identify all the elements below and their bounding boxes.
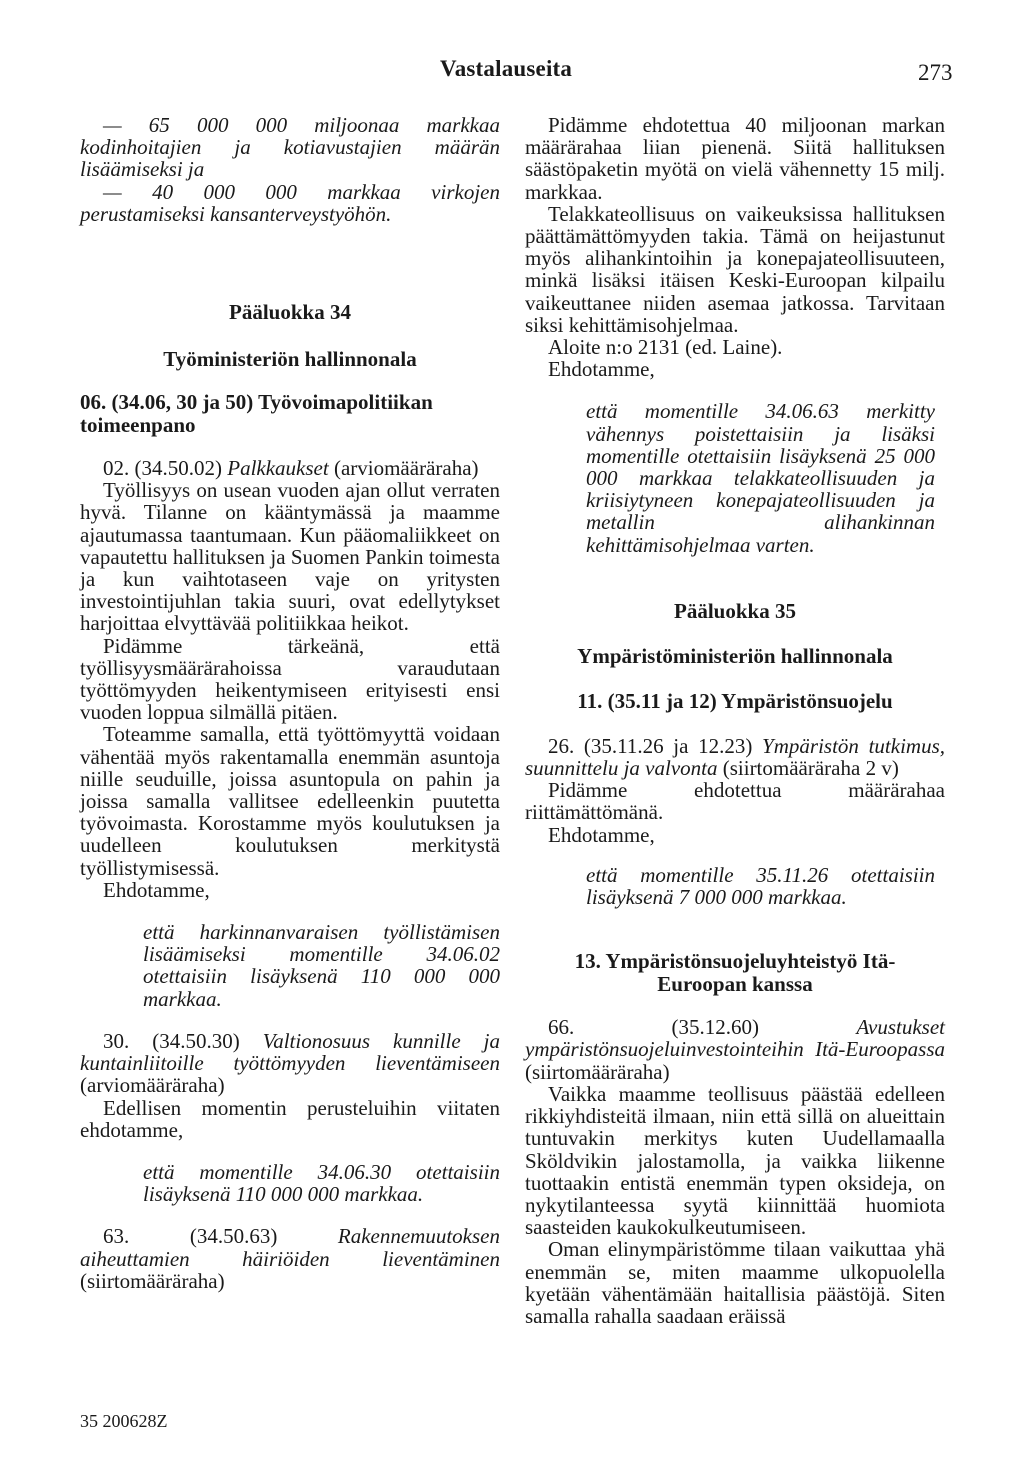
item-63-kind: (siirtomääräraha): [80, 1268, 225, 1293]
printing-code: 35 200628Z: [80, 1411, 168, 1431]
paragraph: Ehdotamme,: [103, 877, 210, 902]
item-30-title: Valtionosuus kunnille ja kuntainliitoille työttömyyden lieventämiseen: [80, 1028, 500, 1076]
paragraph: Ehdotamme,: [548, 822, 655, 847]
item-30: [80, 1030, 500, 1097]
item-02-number: 02. (34.50.02): [103, 456, 222, 481]
section-title: 11. (35.11 ja 12) Ympäristönsuojelu: [577, 688, 893, 713]
ministry-title: Työministeriön hallinnonala: [163, 347, 417, 372]
paragraph: Toteamme samalla, että työttömyyttä voidaan vähentää myös rakentamalla enemmän asuntoja niille seuduille, joissa asuntopula on pahin ja joissa samalla vallitsee edelleenkin puutetta työvoimasta. Korostamme myös koulutuksen ja uudelleen koulutuksen merkitystä työllistymisessä.: [80, 722, 500, 880]
proposal-quote: että momentille 34.06.63 merkitty vähennys poistettaisiin ja lisäksi momentille otettaisiin lisäyksenä 25 000 000 markkaa telakkateollisuuden ja kriisiytyneen konepajateollisuuden ja metallin alihankinnan kehittämisohjelmaa varten.: [586, 399, 935, 557]
main-class-title: Pääluokka 34: [229, 300, 351, 325]
item-02-kind: (arviomääräraha): [333, 456, 479, 481]
paragraph: Pidämme ehdotettua 40 miljoonan markan määrärahaa liian pienenä. Siitä hallituksen säästöpaketin myötä on vielä vähennetty 15 milj. markkaa.: [525, 113, 945, 204]
running-title: Vastalauseita: [440, 56, 573, 81]
item-30-kind: (arviomääräraha): [80, 1073, 225, 1098]
paragraph: Vaikka maamme teollisuus päästää edelleen rikkiyhdisteitä ilmaan, niin että sillä on alueittain tuntuvakin merkitys kuten Uudellamaalla Sköldvikin jalostamolla, ja vaikka liikenne tuottaakin entistä enemmän typen oksideja, on nykytilanteessa syytä kiinnittää huomiota saasteiden kaukokulkeutumiseen.: [525, 1081, 945, 1240]
page-header: [0, 56, 1024, 90]
section-title-text: 06. (34.06, 30 ja 50) Työvoimapolitiikan toimeenpano: [80, 390, 433, 438]
item-02: [80, 457, 500, 479]
main-class-title: Pääluokka 35: [674, 598, 796, 623]
item-63: [80, 1225, 500, 1292]
item-63-title: Rakennemuutoksen aiheuttamien häiriöiden lieventäminen: [80, 1224, 500, 1271]
page-number: 273: [918, 60, 953, 85]
item-66: [525, 1016, 945, 1083]
section-title: [80, 391, 500, 437]
proposal-quote: että momentille 34.06.30 otettaisiin lisäyksenä 110 000 000 markkaa.: [143, 1159, 500, 1207]
paragraph: Työllisyys on usean vuoden ajan ollut verraten hyvä. Tilanne on kääntymässä ja maamme ajautumassa taantumaan. Kun pääomaliikkeet on vapautettu hallituksen ja Suomen Pankin toimesta ja kun vaihtotaseen vaje on yritysten investointijuhlan takia suuri, ovat edellytykset harjoittaa elvyttävää politiikkaa heikot.: [80, 478, 500, 636]
paragraph: Pidämme ehdotettua määrärahaa riittämättömänä.: [525, 778, 945, 825]
intro-item-1: — 65 000 000 miljoonaa markkaa kodinhoitajien ja kotiavustajien määrän lisäämiseksi ja: [80, 113, 500, 182]
item-26-kind: (siirtomääräraha 2 v): [722, 756, 899, 781]
item-66-kind: (siirtomääräraha): [525, 1059, 670, 1084]
paragraph: Aloite n:o 2131 (ed. Laine).: [548, 335, 783, 360]
item-66-number: 66. (35.12.60): [548, 1015, 760, 1040]
item-66-title: Avustukset ympäristönsuojeluinvestointeihin Itä-Euroopassa: [525, 1015, 945, 1062]
proposal-quote: että momentille 35.11.26 otettaisiin lisäyksenä 7 000 000 markkaa.: [586, 862, 935, 910]
ministry-title: Ympäristöministeriön hallinnonala: [577, 643, 893, 668]
section-title: 13. Ympäristönsuojeluyhteistyö Itä-Euroopan kanssa: [574, 949, 896, 997]
paragraph: Oman elinympäristömme tilaan vaikuttaa yhä enemmän se, miten maamme ulkopuolella kyetään vähentämään haitallisia päästöjä. Siten samalla rahalla saadaan eräissä: [525, 1237, 945, 1328]
paragraph: Ehdotamme,: [548, 357, 655, 382]
item-26-number: 26. (35.11.26 ja 12.23): [548, 733, 753, 758]
left-column: [80, 114, 500, 1292]
proposal-quote: että harkinnanvaraisen työllistämisen lisäämiseksi momentille 34.06.02 otettaisiin lisäyksenä 110 000 000 markkaa.: [143, 920, 500, 1011]
item-26: [525, 735, 945, 779]
item-02-title: Palkkaukset: [227, 456, 329, 481]
paragraph: Pidämme tärkeänä, että työllisyysmäärärahoissa varaudutaan työttömyyden heikentymiseen erityisesti ensi vuoden loppua silmällä pitäen.: [80, 633, 500, 725]
item-63-number: 63. (34.50.63): [103, 1224, 278, 1249]
paragraph: Edellisen momentin perusteluihin viitaten ehdotamme,: [80, 1095, 500, 1142]
item-26-title: Ympäristön tutkimus, suunnittelu ja valvonta: [525, 733, 945, 781]
intro-item-2: — 40 000 000 markkaa virkojen perustamiseksi kansanterveystyöhön.: [80, 179, 500, 226]
right-column: [525, 114, 945, 1327]
item-30-number: 30. (34.50.30): [103, 1028, 240, 1053]
paragraph: Telakkateollisuus on vaikeuksissa hallituksen päättämättömyyden takia. Tämä on heijastunut myös alihankintoihin ja konepajateollisuuteen, minkä lisäksi itäisen Keski-Euroopan kilpailu vaikeuttanee niiden asemaa jatkossa. Tarvitaan siksi kehittämisohjelmaa.: [525, 201, 945, 337]
